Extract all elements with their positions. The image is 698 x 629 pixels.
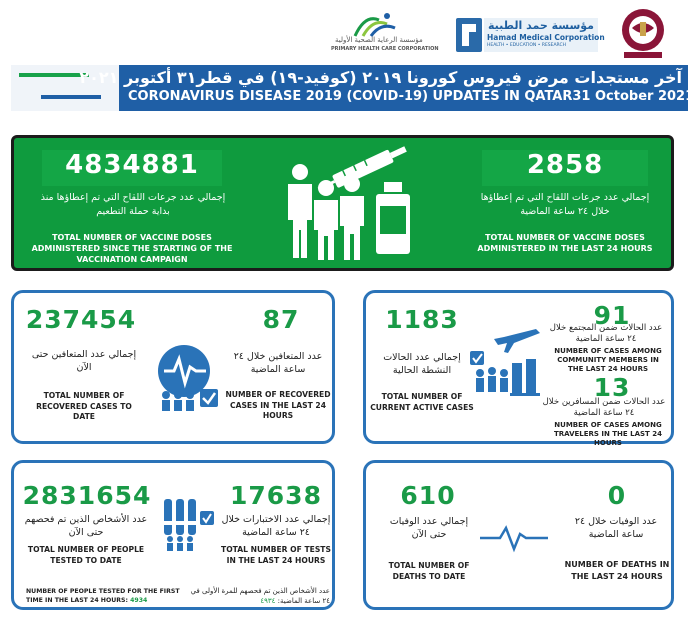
hmc-emblem-icon [456,18,482,52]
page-title-ar: آخر مستجدات مرض فيروس كورونا ٢٠١٩ (كوفيد-١٩) في قطر٣١ أكتوبر ٢٠٢١ [79,68,682,87]
active-cases-travel-icon [470,325,544,397]
active-travelers-label-ar: عدد الحالات ضمن المسافرين خلال ٢٤ ساعة الماضية [542,397,666,418]
active-total-label-en: TOTAL NUMBER OF CURRENT ACTIVE CASES [370,392,474,412]
tests-people-label-en: TOTAL NUMBER OF PEOPLE TESTED TO DATE [27,545,145,565]
tests-last24-label-en: TOTAL NUMBER OF TESTS IN THE LAST 24 HOURS [221,545,331,565]
active-travelers: 13 [593,373,631,402]
active-community-label-en: NUMBER OF CASES AMONG COMMUNITY MEMBERS IN THE LAST 24 HOURS [554,347,662,373]
deaths-panel [363,460,674,610]
tests-first-time-value: 4934 [130,597,148,604]
deaths-total: 610 [400,481,456,510]
phcc-name-ar: مؤسسة الرعاية الصحية الأولية [335,36,423,44]
hmc-name-ar: مؤسسة حمد الطبية [488,19,594,32]
phcc-name-en: PRIMARY HEALTH CARE CORPORATION [331,46,439,52]
active-community: 91 [593,301,631,330]
vaccine-panel [11,135,674,271]
active-travelers-label-en: NUMBER OF CASES AMONG TRAVELERS IN THE LAST 24 HOURS [553,421,663,447]
tests-first-time-label-ar: عدد الأشخاص الذين تم فحصهم للمرة الأولى في ٢٤ ساعة الماضية: ٤٩٣٤ [190,587,330,605]
tests-first-time-label-en: NUMBER OF PEOPLE TESTED FOR THE FIRST TIME IN THE LAST 24 HOURS: 4934 [26,588,180,604]
deaths-total-label-en: TOTAL NUMBER OF DEATHS TO DATE [388,561,470,581]
tests-last24-label-ar: إجمالي عدد الاختبارات خلال ٢٤ ساعة الماضية [221,514,331,538]
recovered-heartbeat-icon [152,341,222,413]
deaths-heartbeat-icon [478,523,550,553]
hmc-name-en: Hamad Medical Corporation [487,33,605,42]
tests-people-total: 2831654 [22,481,152,510]
vaccine-last24-label-en: TOTAL NUMBER OF VACCINE DOSES ADMINISTERED IN THE LAST 24 HOURS [477,233,653,253]
tests-last24: 17638 [230,481,322,510]
vaccine-last24-label-ar: إجمالي عدد جرعات اللقاح التي تم إعطاؤها خلال ٢٤ ساعة الماضية [480,192,650,217]
recovered-total-label-en: TOTAL NUMBER OF RECOVERED CASES TO DATE [36,391,132,421]
deaths-last24-label-en: NUMBER OF DEATHS IN THE LAST 24 HOURS [564,560,670,581]
vaccine-total-doses: 4834881 [65,150,199,180]
phcc-emblem-icon [345,10,415,38]
vaccine-total-label-ar: إجمالي عدد جرعات اللقاح التي تم إعطاؤها منذ بداية حملة التطعيم [40,192,226,217]
vaccination-family-icon [272,140,422,268]
active-total-label-ar: إجمالي عدد الحالات النشطة الحالية [383,352,461,376]
recovered-last24-label-ar: عدد المتعافين خلال ٢٤ ساعة الماضية [233,351,323,375]
recovered-last24-label-en: NUMBER OF RECOVERED CASES IN THE LAST 24 HOURS [225,390,331,420]
deaths-total-label-ar: إجمالي عدد الوفيات حتى الآن [389,516,469,540]
tests-panel [11,460,335,610]
active-total: 1183 [385,305,459,334]
recovered-panel [11,290,335,444]
tests-people-label-ar: عدد الأشخاص الذين تم فحصهم حتى الآن [24,514,148,538]
hmc-tagline: HEALTH • EDUCATION • RESEARCH [487,43,566,48]
moph-logo [614,6,672,60]
deaths-last24-label-ar: عدد الوفيات خلال ٢٤ ساعة الماضية [574,516,658,540]
hmc-logo [456,18,605,52]
phcc-logo [315,10,440,56]
recovered-total-label-ar: إجمالي عدد المتعافين حتى الآن [31,349,137,373]
deaths-last24: 0 [607,481,627,510]
active-community-label-ar: عدد الحالات ضمن المجتمع خلال ٢٤ ساعة الماضية [549,323,663,344]
title-bar [11,65,695,111]
page-title-en: CORONAVIRUS DISEASE 2019 (COVID-19) UPDATES IN QATAR31 October 2021 [128,89,695,104]
active-cases-panel [363,290,674,447]
recovered-last24: 87 [262,305,300,334]
tests-lab-icon [158,495,216,551]
vaccine-total-label-en: TOTAL NUMBER OF VACCINE DOSES ADMINISTERED SINCE THE STARTING OF THE VACCINATION CAMPAIGN [31,233,233,264]
recovered-total: 237454 [25,305,137,334]
vaccine-last24-doses: 2858 [526,150,604,180]
